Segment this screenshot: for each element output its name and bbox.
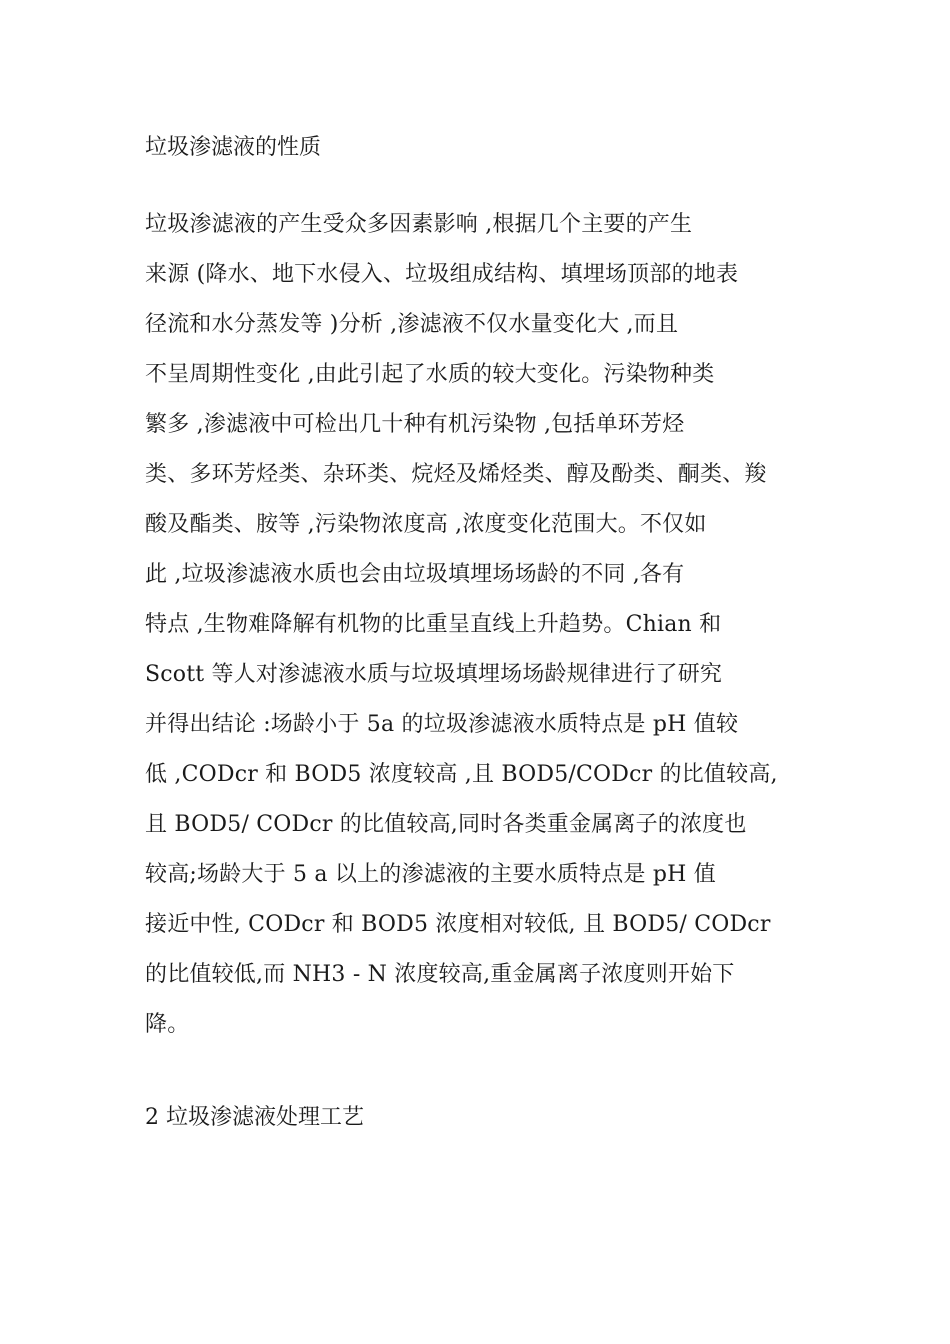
- paragraph-line: 此 ,垃圾渗滤液水质也会由垃圾填埋场场龄的不同 ,各有: [145, 562, 685, 587]
- paragraph-line: Scott 等人对渗滤液水质与垃圾填埋场场龄规律进行了研究: [145, 662, 723, 687]
- paragraph-line: 较高;场龄大于 5 a 以上的渗滤液的主要水质特点是 pH 值: [145, 862, 716, 887]
- paragraph-line: 接近中性, CODcr 和 BOD5 浓度相对较低, 且 BOD5/ CODcr: [145, 912, 771, 937]
- paragraph-line: 来源 (降水、地下水侵入、垃圾组成结构、填埋场顶部的地表: [145, 262, 739, 287]
- section-heading: 垃圾渗滤液的性质: [145, 135, 322, 160]
- paragraph-line: 类、多环芳烃类、杂环类、烷烃及烯烃类、醇及酚类、酮类、羧: [145, 462, 767, 487]
- paragraph-line: 垃圾渗滤液的产生受众多因素影响 ,根据几个主要的产生: [145, 212, 693, 237]
- paragraph-line: 繁多 ,渗滤液中可检出几十种有机污染物 ,包括单环芳烃: [145, 412, 685, 437]
- paragraph-line: 不呈周期性变化 ,由此引起了水质的较大变化。污染物种类: [145, 362, 715, 387]
- body-paragraph: [145, 200, 809, 1050]
- paragraph-line: 且 BOD5/ CODcr 的比值较高,同时各类重金属离子的浓度也: [145, 812, 747, 837]
- next-section-heading: 2 垃圾渗滤液处理工艺: [145, 1105, 364, 1130]
- paragraph-line: 径流和水分蒸发等 )分析 ,渗滤液不仅水量变化大 ,而且: [145, 312, 679, 337]
- paragraph-line: 降。: [145, 1012, 190, 1037]
- paragraph-line: 的比值较低,而 NH3 - N 浓度较高,重金属离子浓度则开始下: [145, 962, 735, 987]
- paragraph-line: 酸及酯类、胺等 ,污染物浓度高 ,浓度变化范围大。不仅如: [145, 512, 707, 537]
- paragraph-line: 并得出结论 :场龄小于 5a 的垃圾渗滤液水质特点是 pH 值较: [145, 712, 739, 737]
- paragraph-line: 特点 ,生物难降解有机物的比重呈直线上升趋势。Chian 和: [145, 612, 722, 637]
- paragraph-line: 低 ,CODcr 和 BOD5 浓度较高 ,且 BOD5/CODcr 的比值较高,: [145, 762, 778, 787]
